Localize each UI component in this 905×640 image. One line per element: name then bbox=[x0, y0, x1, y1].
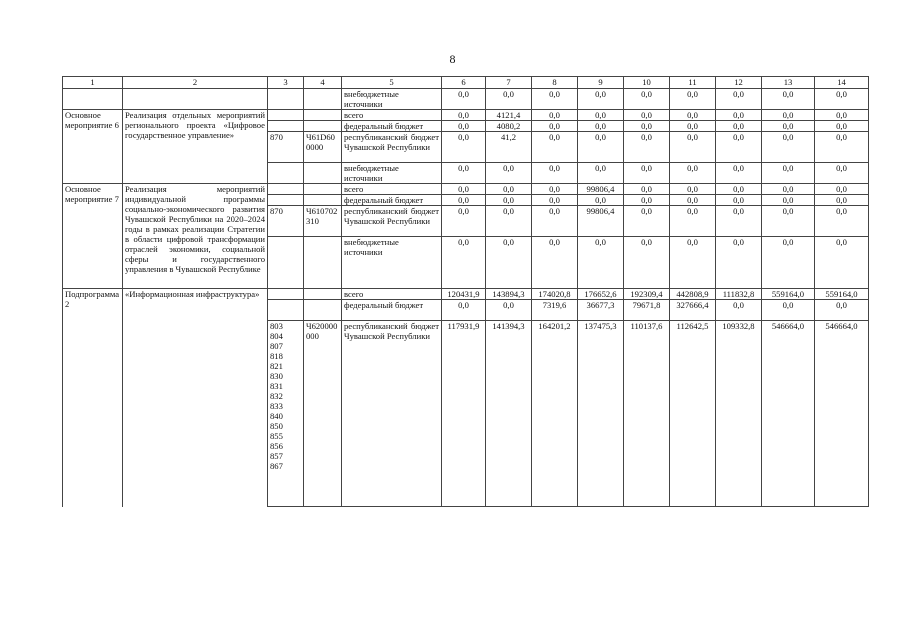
header-cell-10: 10 bbox=[624, 77, 670, 89]
activity-description-cell bbox=[123, 89, 268, 110]
funding-source-cell: всего bbox=[342, 110, 442, 121]
amount-cell: 0,0 bbox=[486, 195, 532, 206]
amount-cell: 0,0 bbox=[532, 110, 578, 121]
header-cell-4: 4 bbox=[304, 77, 342, 89]
amount-cell: 36677,3 bbox=[578, 300, 624, 321]
activity-description-cell: Реализация отдельных мероприятий регионального проекта «Цифровое государственное управление» bbox=[123, 110, 268, 184]
target-article-code-cell: Ч620000000 bbox=[304, 321, 342, 507]
amount-cell: 0,0 bbox=[486, 300, 532, 321]
funding-source-cell: всего bbox=[342, 289, 442, 300]
amount-cell: 0,0 bbox=[670, 89, 716, 110]
amount-cell: 0,0 bbox=[624, 206, 670, 237]
amount-cell: 0,0 bbox=[815, 184, 869, 195]
amount-cell: 0,0 bbox=[815, 206, 869, 237]
amount-cell: 0,0 bbox=[716, 89, 762, 110]
table-row bbox=[63, 289, 869, 300]
amount-cell: 0,0 bbox=[762, 163, 815, 184]
amount-cell: 0,0 bbox=[532, 89, 578, 110]
header-cell-2: 2 bbox=[123, 77, 268, 89]
amount-cell: 0,0 bbox=[578, 89, 624, 110]
amount-cell: 0,0 bbox=[670, 206, 716, 237]
funding-source-cell: республиканский бюджет Чувашской Республики bbox=[342, 321, 442, 507]
grbs-code-cell bbox=[268, 289, 304, 300]
amount-cell: 0,0 bbox=[624, 110, 670, 121]
amount-cell: 0,0 bbox=[578, 195, 624, 206]
amount-cell: 110137,6 bbox=[624, 321, 670, 507]
amount-cell: 0,0 bbox=[532, 132, 578, 163]
funding-source-cell: республиканский бюджет Чувашской Республики bbox=[342, 132, 442, 163]
amount-cell: 176652,6 bbox=[578, 289, 624, 300]
amount-cell: 0,0 bbox=[762, 132, 815, 163]
header-cell-6: 6 bbox=[442, 77, 486, 89]
target-article-code-cell bbox=[304, 89, 342, 110]
amount-cell: 192309,4 bbox=[624, 289, 670, 300]
amount-cell: 0,0 bbox=[716, 300, 762, 321]
amount-cell: 546664,0 bbox=[815, 321, 869, 507]
amount-cell: 327666,4 bbox=[670, 300, 716, 321]
amount-cell: 112642,5 bbox=[670, 321, 716, 507]
grbs-code-cell bbox=[268, 163, 304, 184]
amount-cell: 0,0 bbox=[670, 237, 716, 289]
amount-cell: 0,0 bbox=[815, 121, 869, 132]
amount-cell: 0,0 bbox=[670, 121, 716, 132]
amount-cell: 0,0 bbox=[532, 195, 578, 206]
amount-cell: 0,0 bbox=[578, 163, 624, 184]
header-cell-13: 13 bbox=[762, 77, 815, 89]
amount-cell: 0,0 bbox=[486, 206, 532, 237]
target-article-code-cell bbox=[304, 195, 342, 206]
amount-cell: 0,0 bbox=[578, 132, 624, 163]
amount-cell: 0,0 bbox=[762, 184, 815, 195]
grbs-code-cell: 803 804 807 818 821 830 831 832 833 840 850 855 856 857 867 bbox=[268, 321, 304, 507]
header-cell-11: 11 bbox=[670, 77, 716, 89]
amount-cell: 4121,4 bbox=[486, 110, 532, 121]
header-cell-3: 3 bbox=[268, 77, 304, 89]
target-article-code-cell: Ч610702310 bbox=[304, 206, 342, 237]
amount-cell: 0,0 bbox=[716, 163, 762, 184]
grbs-code-cell bbox=[268, 184, 304, 195]
header-row bbox=[63, 77, 869, 89]
amount-cell: 141394,3 bbox=[486, 321, 532, 507]
amount-cell: 559164,0 bbox=[762, 289, 815, 300]
amount-cell: 0,0 bbox=[762, 237, 815, 289]
target-article-code-cell bbox=[304, 163, 342, 184]
activity-name-cell: Основное мероприятие 6 bbox=[63, 110, 123, 184]
amount-cell: 0,0 bbox=[624, 237, 670, 289]
amount-cell: 0,0 bbox=[624, 132, 670, 163]
amount-cell: 0,0 bbox=[815, 195, 869, 206]
amount-cell: 0,0 bbox=[716, 206, 762, 237]
grbs-code-cell bbox=[268, 195, 304, 206]
amount-cell: 4080,2 bbox=[486, 121, 532, 132]
amount-cell: 0,0 bbox=[442, 237, 486, 289]
target-article-code-cell: Ч61D600000 bbox=[304, 132, 342, 163]
target-article-code-cell bbox=[304, 121, 342, 132]
amount-cell: 7319,6 bbox=[532, 300, 578, 321]
amount-cell: 546664,0 bbox=[762, 321, 815, 507]
table-row bbox=[63, 184, 869, 195]
funding-source-cell: федеральный бюджет bbox=[342, 300, 442, 321]
amount-cell: 0,0 bbox=[762, 300, 815, 321]
amount-cell: 0,0 bbox=[624, 89, 670, 110]
amount-cell: 109332,8 bbox=[716, 321, 762, 507]
amount-cell: 0,0 bbox=[532, 163, 578, 184]
amount-cell: 0,0 bbox=[670, 110, 716, 121]
amount-cell: 137475,3 bbox=[578, 321, 624, 507]
amount-cell: 0,0 bbox=[670, 184, 716, 195]
amount-cell: 0,0 bbox=[670, 195, 716, 206]
target-article-code-cell bbox=[304, 184, 342, 195]
grbs-code-cell bbox=[268, 237, 304, 289]
activity-name-cell: Подпрограмма 2 bbox=[63, 289, 123, 507]
amount-cell: 117931,9 bbox=[442, 321, 486, 507]
amount-cell: 0,0 bbox=[532, 121, 578, 132]
funding-source-cell: внебюджетные источники bbox=[342, 163, 442, 184]
amount-cell: 0,0 bbox=[815, 300, 869, 321]
amount-cell: 143894,3 bbox=[486, 289, 532, 300]
amount-cell: 0,0 bbox=[815, 163, 869, 184]
amount-cell: 0,0 bbox=[532, 184, 578, 195]
amount-cell: 0,0 bbox=[486, 89, 532, 110]
amount-cell: 174020,8 bbox=[532, 289, 578, 300]
amount-cell: 442808,9 bbox=[670, 289, 716, 300]
header-cell-12: 12 bbox=[716, 77, 762, 89]
amount-cell: 0,0 bbox=[716, 110, 762, 121]
amount-cell: 0,0 bbox=[762, 110, 815, 121]
amount-cell: 0,0 bbox=[578, 121, 624, 132]
amount-cell: 0,0 bbox=[762, 195, 815, 206]
amount-cell: 99806,4 bbox=[578, 206, 624, 237]
amount-cell: 0,0 bbox=[442, 206, 486, 237]
amount-cell: 0,0 bbox=[670, 132, 716, 163]
amount-cell: 0,0 bbox=[532, 206, 578, 237]
amount-cell: 0,0 bbox=[716, 195, 762, 206]
amount-cell: 0,0 bbox=[762, 121, 815, 132]
amount-cell: 0,0 bbox=[442, 110, 486, 121]
grbs-code-cell bbox=[268, 300, 304, 321]
amount-cell: 0,0 bbox=[578, 110, 624, 121]
grbs-code-cell: 870 bbox=[268, 132, 304, 163]
amount-cell: 111832,8 bbox=[716, 289, 762, 300]
amount-cell: 0,0 bbox=[532, 237, 578, 289]
amount-cell: 0,0 bbox=[815, 132, 869, 163]
header-cell-9: 9 bbox=[578, 77, 624, 89]
target-article-code-cell bbox=[304, 110, 342, 121]
amount-cell: 0,0 bbox=[624, 195, 670, 206]
amount-cell: 0,0 bbox=[442, 132, 486, 163]
amount-cell: 0,0 bbox=[716, 132, 762, 163]
amount-cell: 0,0 bbox=[624, 184, 670, 195]
amount-cell: 0,0 bbox=[578, 237, 624, 289]
activity-description-cell: Реализация мероприятий индивидуальной программы социально-экономического развития Чувашской Республики на 2020–2024 годы в рамках реализации Стратегии в области цифровой трансформации отраслей экономики, социальной сферы и государственного управления в Чувашской Республике bbox=[123, 184, 268, 289]
amount-cell: 0,0 bbox=[624, 121, 670, 132]
amount-cell: 0,0 bbox=[486, 184, 532, 195]
table-row bbox=[63, 89, 869, 110]
header-cell-1: 1 bbox=[63, 77, 123, 89]
funding-source-cell: федеральный бюджет bbox=[342, 121, 442, 132]
amount-cell: 0,0 bbox=[442, 89, 486, 110]
amount-cell: 0,0 bbox=[442, 300, 486, 321]
activity-name-cell bbox=[63, 89, 123, 110]
grbs-code-cell bbox=[268, 89, 304, 110]
amount-cell: 0,0 bbox=[442, 163, 486, 184]
amount-cell: 41,2 bbox=[486, 132, 532, 163]
amount-cell: 0,0 bbox=[815, 237, 869, 289]
amount-cell: 0,0 bbox=[442, 195, 486, 206]
amount-cell: 164201,2 bbox=[532, 321, 578, 507]
amount-cell: 120431,9 bbox=[442, 289, 486, 300]
amount-cell: 0,0 bbox=[486, 237, 532, 289]
grbs-code-cell bbox=[268, 121, 304, 132]
header-cell-5: 5 bbox=[342, 77, 442, 89]
funding-source-cell: внебюджетные источники bbox=[342, 237, 442, 289]
budget-table bbox=[62, 76, 869, 507]
target-article-code-cell bbox=[304, 289, 342, 300]
amount-cell: 99806,4 bbox=[578, 184, 624, 195]
amount-cell: 0,0 bbox=[442, 121, 486, 132]
funding-source-cell: федеральный бюджет bbox=[342, 195, 442, 206]
funding-source-cell: всего bbox=[342, 184, 442, 195]
amount-cell: 0,0 bbox=[716, 237, 762, 289]
amount-cell: 559164,0 bbox=[815, 289, 869, 300]
activity-description-cell: «Информационная инфраструктура» bbox=[123, 289, 268, 507]
grbs-code-cell: 870 bbox=[268, 206, 304, 237]
amount-cell: 0,0 bbox=[762, 89, 815, 110]
table-row bbox=[63, 110, 869, 121]
amount-cell: 0,0 bbox=[716, 184, 762, 195]
page-number: 8 bbox=[449, 52, 456, 66]
amount-cell: 0,0 bbox=[442, 184, 486, 195]
target-article-code-cell bbox=[304, 300, 342, 321]
amount-cell: 0,0 bbox=[670, 163, 716, 184]
amount-cell: 0,0 bbox=[762, 206, 815, 237]
amount-cell: 0,0 bbox=[486, 163, 532, 184]
header-cell-8: 8 bbox=[532, 77, 578, 89]
grbs-code-cell bbox=[268, 110, 304, 121]
amount-cell: 0,0 bbox=[815, 89, 869, 110]
header-cell-7: 7 bbox=[486, 77, 532, 89]
target-article-code-cell bbox=[304, 237, 342, 289]
activity-name-cell: Основное мероприятие 7 bbox=[63, 184, 123, 289]
header-cell-14: 14 bbox=[815, 77, 869, 89]
amount-cell: 0,0 bbox=[624, 163, 670, 184]
amount-cell: 0,0 bbox=[716, 121, 762, 132]
amount-cell: 79671,8 bbox=[624, 300, 670, 321]
funding-source-cell: республиканский бюджет Чувашской Республики bbox=[342, 206, 442, 237]
funding-source-cell: внебюджетные источники bbox=[342, 89, 442, 110]
amount-cell: 0,0 bbox=[815, 110, 869, 121]
